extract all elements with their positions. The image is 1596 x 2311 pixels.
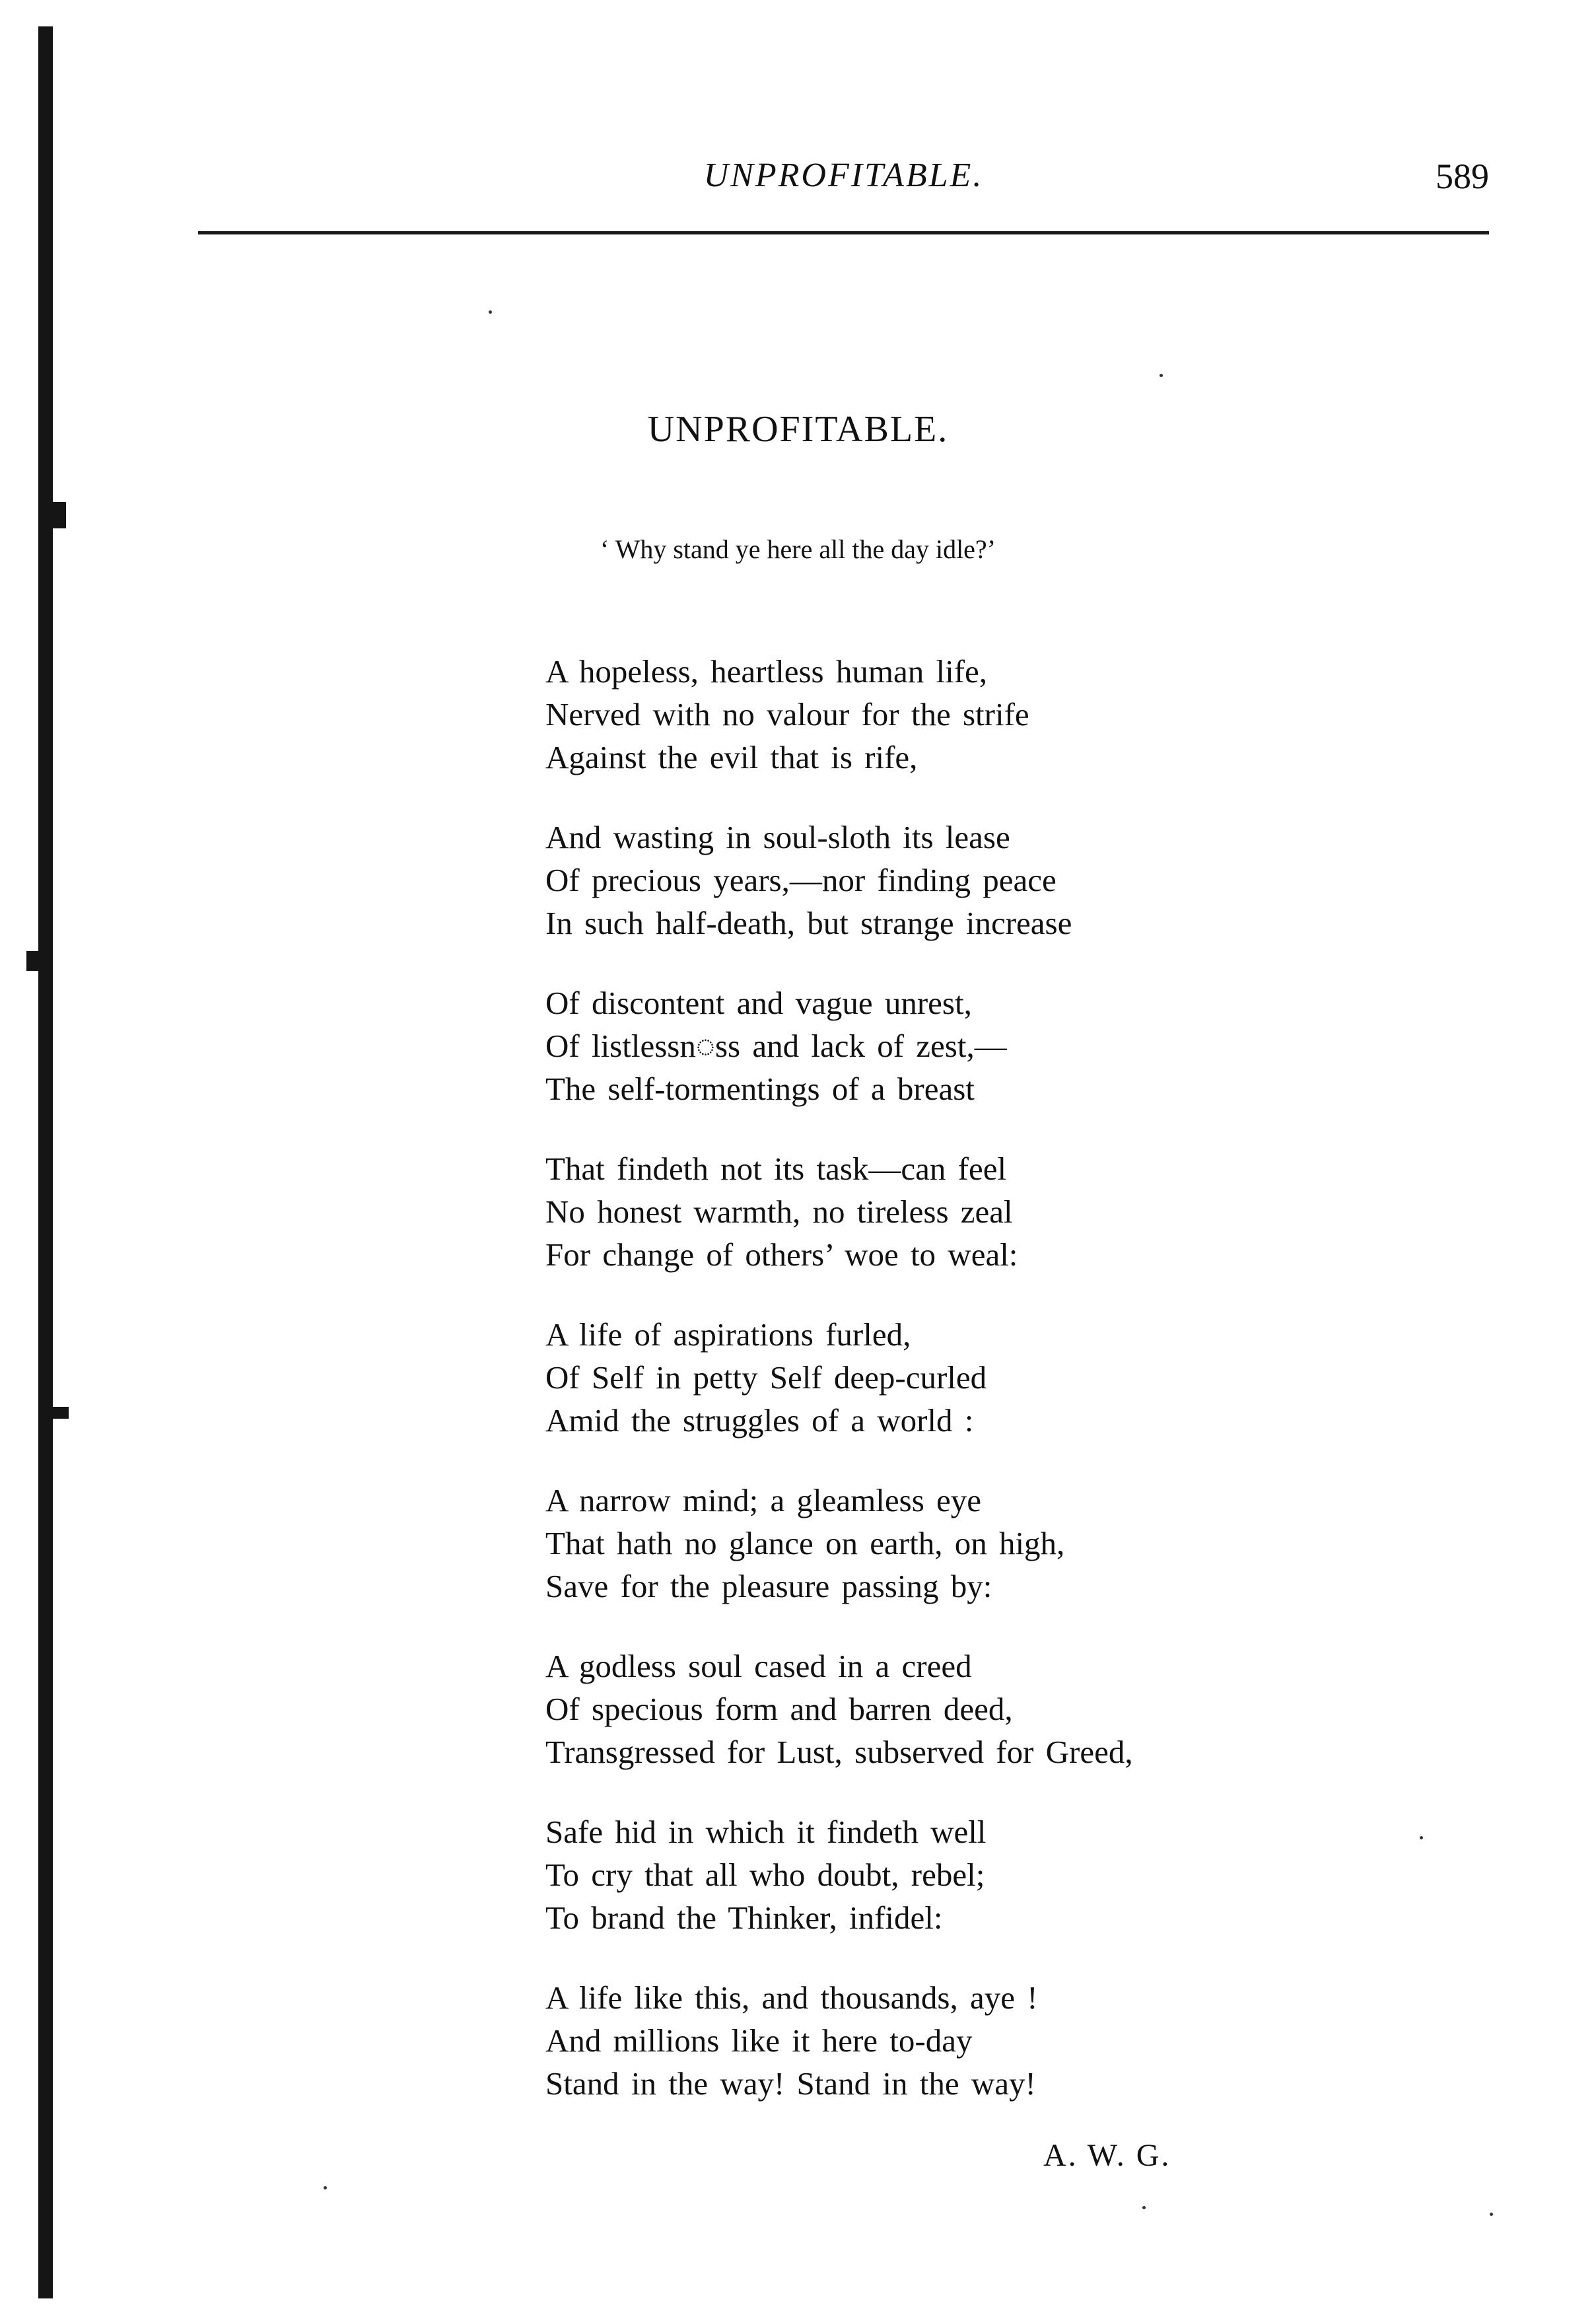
header-rule: [198, 231, 1489, 234]
binding-notch: [53, 1407, 69, 1419]
stanza: [545, 981, 1404, 1110]
poem-line: Stand in the way! Stand in the way!: [545, 2065, 1036, 2102]
scan-speck: [324, 2186, 327, 2189]
poem-line: Safe hid in which it findeth well: [545, 1814, 987, 1850]
scan-speck: [489, 310, 492, 314]
scan-speck: [1160, 374, 1163, 377]
binding-notch: [46, 502, 66, 528]
poem-body: [545, 650, 1404, 2142]
page-number: 589: [1436, 157, 1489, 196]
poem-line: In such half-death, but strange increase: [545, 905, 1072, 941]
signature: A. W. G.: [1043, 2138, 1171, 2173]
poem-line: That hath no glance on earth, on high,: [545, 1525, 1065, 1561]
stanza: [545, 1810, 1404, 1939]
poem-line: That findeth not its task—can feel: [545, 1151, 1007, 1187]
scan-speck: [1420, 1836, 1423, 1839]
running-head: [198, 156, 1489, 209]
stanza: [545, 1313, 1404, 1442]
poem-line: Transgressed for Lust, subserved for Greed,: [545, 1734, 1133, 1770]
poem-line: A hopeless, heartless human life,: [545, 653, 988, 690]
poem-line: A godless soul cased in a creed: [545, 1648, 972, 1684]
stanza: [545, 650, 1404, 779]
poem-line: Nerved with no valour for the strife: [545, 696, 1029, 732]
poem-line: To cry that all who doubt, rebel;: [545, 1857, 985, 1893]
poem-line: The self-tormentings of a breast: [545, 1071, 975, 1107]
poem-line: Of precious years,—nor finding peace: [545, 862, 1057, 898]
running-title: UNPROFITABLE.: [703, 157, 984, 194]
poem-line: Save for the pleasure passing by:: [545, 1568, 992, 1604]
poem-line: A life of aspirations furled,: [545, 1316, 911, 1353]
poem-line: For change of others’ woe to weal:: [545, 1236, 1018, 1273]
stanza: [545, 1147, 1404, 1276]
poem-line: A life like this, and thousands, aye !: [545, 1979, 1038, 2016]
stanza: [545, 816, 1404, 944]
poem-line: Of discontent and vague unrest,: [545, 985, 972, 1021]
poem-line: Amid the struggles of a world :: [545, 1402, 974, 1439]
poem-title: UNPROFITABLE.: [647, 409, 949, 450]
poem-line: To brand the Thinker, infidel:: [545, 1900, 943, 1936]
poem-line: No honest warmth, no tireless zeal: [545, 1193, 1013, 1230]
poem-line: And wasting in soul-sloth its lease: [545, 819, 1010, 855]
binding-edge: [38, 26, 53, 2298]
poem-line: Of specious form and barren deed,: [545, 1691, 1013, 1727]
poem-line: Of listlessn◌ss and lack of zest,—: [545, 1028, 1007, 1064]
epigraph: ‘ Why stand ye here all the day idle?’: [600, 534, 996, 564]
stanza: [545, 1645, 1404, 1773]
stanza: [545, 1976, 1404, 2105]
scan-speck: [1142, 2206, 1146, 2209]
scan-speck: [1490, 2213, 1493, 2216]
poem-line: Against the evil that is rife,: [545, 739, 918, 775]
stanza: [545, 1479, 1404, 1608]
binding-notch: [26, 951, 49, 971]
poem-line: A narrow mind; a gleamless eye: [545, 1482, 982, 1518]
poem-line: And millions like it here to-day: [545, 2022, 973, 2059]
poem-line: Of Self in petty Self deep-curled: [545, 1359, 987, 1396]
